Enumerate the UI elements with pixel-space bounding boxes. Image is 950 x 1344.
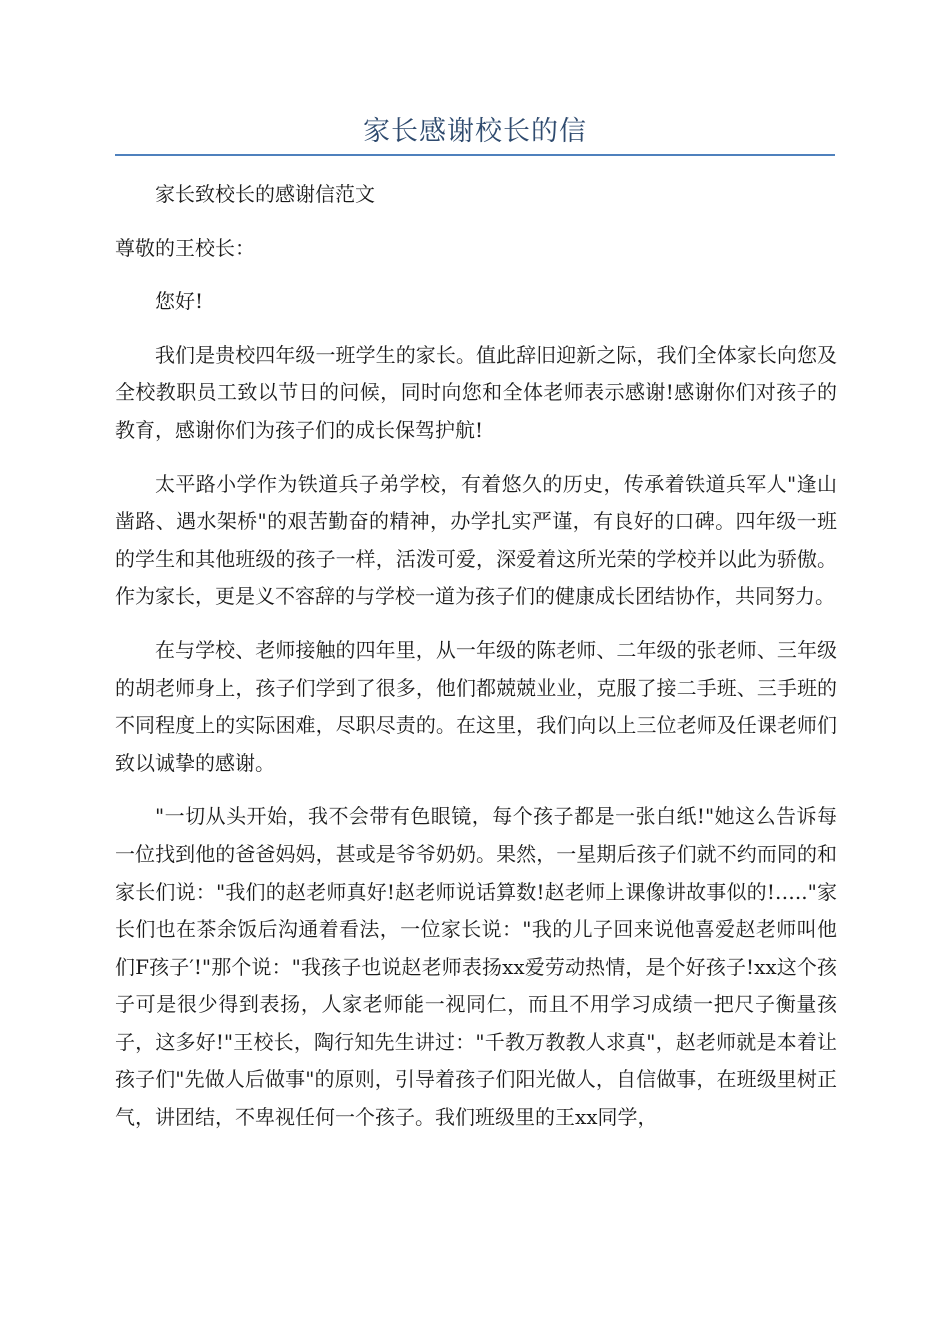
body-paragraph: 太平路小学作为铁道兵子弟学校，有着悠久的历史，传承着铁道兵军人"逢山凿路、遇水架桥"的艰苦勤奋的精神，办学扎实严谨，有良好的口碑。四年级一班的学生和其他班级的孩子一样，活泼可爱，深爱着这所光荣的学校并以此为骄傲。作为家长，更是义不容辞的与学校一道为孩子们的健康成长团结协作，共同努力。	[115, 471, 837, 609]
body-paragraph: 我们是贵校四年级一班学生的家长。值此辞旧迎新之际，我们全体家长向您及全校教职员工致以节日的问候，同时向您和全体老师表示感谢!感谢你们对孩子的教育，感谢你们为孩子们的成长保驾护航!	[115, 342, 837, 442]
salutation: 尊敬的王校长：	[115, 235, 255, 260]
document-body	[115, 176, 837, 1153]
greeting: 您好!	[155, 289, 204, 314]
document-title: 家长感谢校长的信	[363, 116, 587, 147]
document-subtitle: 家长致校长的感谢信范文	[155, 182, 375, 206]
body-paragraph: 在与学校、老师接触的四年里，从一年级的陈老师、二年级的张老师、三年级的胡老师身上，孩子们学到了很多，他们都兢兢业业，克服了接二手班、三手班的不同程度上的实际困难，尽职尽责的。在这里，我们向以上三位老师及任课老师们致以诚挚的感谢。	[115, 637, 837, 775]
title-underline	[115, 154, 835, 156]
body-paragraph: "一切从头开始，我不会带有色眼镜，每个孩子都是一张白纸!"她这么告诉每一位找到他的爸爸妈妈，甚或是爷爷奶奶。果然，一星期后孩子们就不约而同的和家长们说："我们的赵老师真好!赵老师说话算数!赵老师上课像讲故事似的!….."家长们也在茶余饭后沟通着看法，一位家长说："我的儿子回来说他喜爱赵老师叫他们F孩子′!"那个说："我孩子也说赵老师表扬xx爱劳动热情，是个好孩子!xx这个孩子可是很少得到表扬，人家老师能一视同仁，而且不用学习成绩一把尺子衡量孩子，这多好!"王校长，陶行知先生讲过："千教万教教人求真"，赵老师就是本着让孩子们"先做人后做事"的原则，引导着孩子们阳光做人，自信做事，在班级里树正气，讲团结，不卑视任何一个孩子。我们班级里的王xx同学，	[115, 804, 837, 1130]
